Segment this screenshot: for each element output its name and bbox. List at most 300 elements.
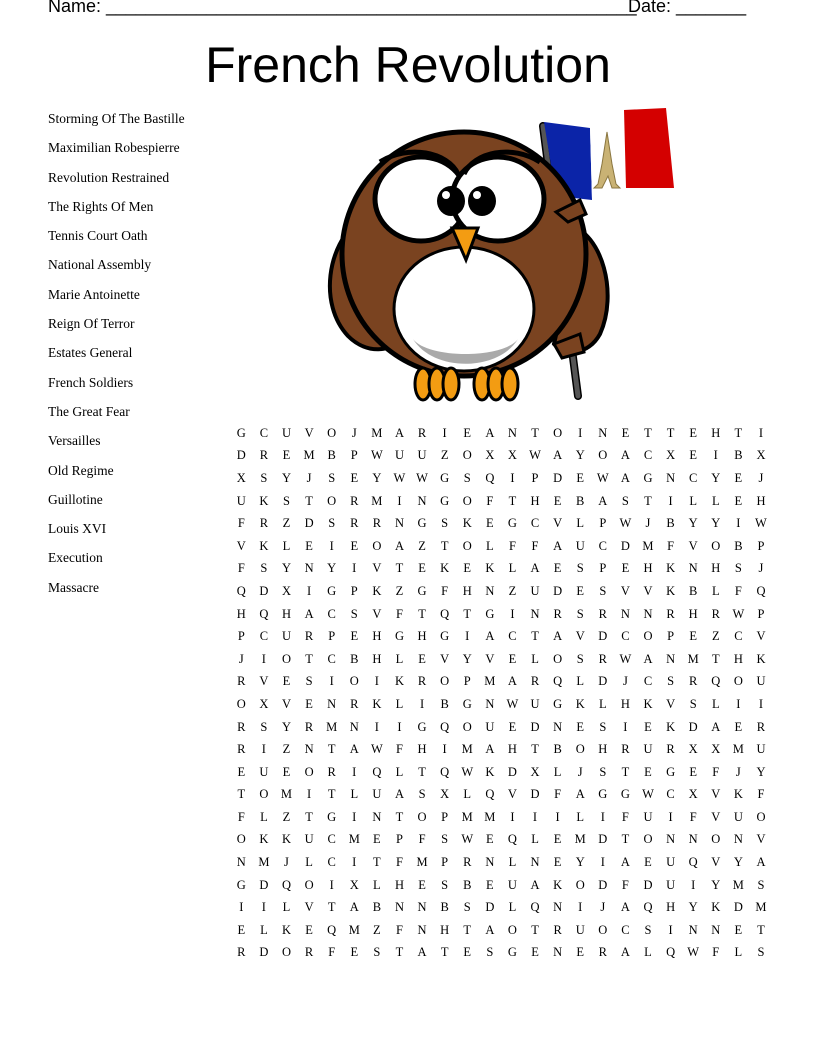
grid-letter[interactable]: M bbox=[732, 877, 744, 892]
grid-letter[interactable]: E bbox=[531, 945, 539, 960]
grid-letter[interactable]: X bbox=[507, 448, 517, 463]
grid-letter[interactable]: C bbox=[689, 470, 698, 485]
grid-letter[interactable]: M bbox=[642, 538, 654, 553]
grid-letter[interactable]: N bbox=[304, 742, 314, 757]
grid-letter[interactable]: Q bbox=[281, 877, 291, 892]
grid-letter[interactable]: E bbox=[418, 561, 426, 576]
grid-letter[interactable]: G bbox=[485, 606, 495, 621]
grid-letter[interactable]: K bbox=[259, 832, 269, 847]
grid-letter[interactable]: O bbox=[236, 832, 246, 847]
grid-letter[interactable]: A bbox=[553, 448, 563, 463]
grid-letter[interactable]: D bbox=[598, 674, 608, 689]
grid-letter[interactable]: C bbox=[734, 629, 743, 644]
grid-letter[interactable]: Y bbox=[281, 470, 291, 485]
grid-letter[interactable]: C bbox=[259, 425, 269, 440]
grid-letter[interactable]: I bbox=[306, 787, 312, 802]
grid-letter[interactable]: L bbox=[576, 674, 585, 689]
grid-letter[interactable]: E bbox=[418, 651, 426, 666]
grid-letter[interactable]: N bbox=[598, 425, 608, 440]
grid-letter[interactable]: F bbox=[689, 809, 697, 824]
grid-letter[interactable]: L bbox=[395, 651, 404, 666]
grid-letter[interactable]: L bbox=[350, 787, 359, 802]
grid-letter[interactable]: S bbox=[463, 900, 471, 915]
grid-letter[interactable]: D bbox=[598, 832, 608, 847]
grid-letter[interactable]: P bbox=[463, 674, 471, 689]
grid-letter[interactable]: S bbox=[373, 945, 381, 960]
grid-letter[interactable]: P bbox=[350, 448, 358, 463]
grid-letter[interactable]: R bbox=[756, 719, 766, 734]
grid-letter[interactable]: X bbox=[530, 764, 540, 779]
grid-letter[interactable]: A bbox=[417, 945, 427, 960]
grid-letter[interactable]: T bbox=[734, 425, 743, 440]
grid-letter[interactable]: M bbox=[280, 787, 293, 802]
grid-letter[interactable]: A bbox=[394, 538, 404, 553]
grid-letter[interactable]: W bbox=[370, 448, 383, 463]
grid-letter[interactable]: O bbox=[462, 719, 472, 734]
grid-letter[interactable]: S bbox=[305, 674, 313, 689]
grid-letter[interactable]: F bbox=[395, 606, 403, 621]
grid-letter[interactable]: A bbox=[620, 448, 630, 463]
grid-letter[interactable]: I bbox=[261, 651, 266, 666]
grid-letter[interactable]: N bbox=[236, 855, 246, 870]
grid-letter[interactable]: V bbox=[372, 561, 382, 576]
grid-letter[interactable]: K bbox=[462, 516, 472, 531]
grid-letter[interactable]: F bbox=[531, 538, 539, 553]
grid-letter[interactable]: M bbox=[461, 809, 473, 824]
grid-letter[interactable]: J bbox=[284, 855, 289, 870]
grid-letter[interactable]: R bbox=[350, 516, 359, 531]
grid-letter[interactable]: N bbox=[620, 606, 630, 621]
grid-letter[interactable]: A bbox=[643, 651, 653, 666]
grid-letter[interactable]: A bbox=[575, 787, 585, 802]
grid-letter[interactable]: R bbox=[259, 516, 269, 531]
grid-letter[interactable]: V bbox=[485, 651, 495, 666]
grid-letter[interactable]: Z bbox=[711, 629, 720, 644]
grid-letter[interactable]: A bbox=[485, 742, 495, 757]
grid-letter[interactable]: U bbox=[643, 809, 653, 824]
grid-letter[interactable]: E bbox=[508, 719, 517, 734]
grid-letter[interactable]: R bbox=[598, 651, 607, 666]
grid-letter[interactable]: M bbox=[371, 493, 383, 508]
grid-letter[interactable]: D bbox=[259, 877, 269, 892]
grid-letter[interactable]: H bbox=[417, 629, 427, 644]
grid-letter[interactable]: B bbox=[463, 877, 472, 892]
grid-letter[interactable]: T bbox=[463, 606, 472, 621]
grid-letter[interactable]: L bbox=[689, 493, 697, 508]
grid-letter[interactable]: T bbox=[305, 809, 313, 824]
grid-letter[interactable]: O bbox=[643, 832, 653, 847]
grid-letter[interactable]: D bbox=[507, 764, 517, 779]
grid-letter[interactable]: N bbox=[304, 561, 314, 576]
grid-letter[interactable]: E bbox=[350, 945, 359, 960]
grid-letter[interactable]: E bbox=[553, 493, 562, 508]
grid-letter[interactable]: N bbox=[394, 900, 404, 915]
grid-letter[interactable]: W bbox=[416, 470, 428, 485]
grid-letter[interactable]: R bbox=[350, 493, 359, 508]
grid-letter[interactable]: Q bbox=[666, 945, 676, 960]
grid-letter[interactable]: F bbox=[237, 809, 245, 824]
grid-letter[interactable]: D bbox=[553, 583, 563, 598]
grid-letter[interactable]: I bbox=[261, 900, 266, 915]
grid-letter[interactable]: Q bbox=[530, 900, 540, 915]
grid-letter[interactable]: I bbox=[419, 696, 425, 711]
grid-letter[interactable]: O bbox=[281, 945, 291, 960]
grid-letter[interactable]: I bbox=[758, 425, 764, 440]
grid-letter[interactable]: I bbox=[352, 764, 357, 779]
grid-letter[interactable]: V bbox=[553, 516, 563, 531]
grid-letter[interactable]: A bbox=[620, 855, 630, 870]
grid-letter[interactable]: F bbox=[395, 742, 403, 757]
grid-letter[interactable]: I bbox=[329, 538, 334, 553]
grid-letter[interactable]: K bbox=[394, 674, 404, 689]
grid-letter[interactable]: J bbox=[758, 561, 764, 576]
grid-letter[interactable]: Q bbox=[236, 583, 246, 598]
grid-letter[interactable]: S bbox=[599, 719, 607, 734]
grid-letter[interactable]: M bbox=[416, 855, 428, 870]
grid-letter[interactable]: O bbox=[462, 538, 472, 553]
grid-letter[interactable]: L bbox=[734, 945, 743, 960]
grid-letter[interactable]: B bbox=[440, 696, 449, 711]
grid-letter[interactable]: M bbox=[732, 742, 744, 757]
grid-letter[interactable]: F bbox=[486, 493, 494, 508]
grid-letter[interactable]: L bbox=[508, 561, 517, 576]
grid-letter[interactable]: V bbox=[711, 855, 721, 870]
grid-letter[interactable]: O bbox=[598, 448, 608, 463]
grid-letter[interactable]: H bbox=[372, 651, 382, 666]
grid-letter[interactable]: A bbox=[711, 719, 721, 734]
grid-letter[interactable]: T bbox=[711, 651, 720, 666]
grid-letter[interactable]: N bbox=[417, 900, 427, 915]
grid-letter[interactable]: E bbox=[689, 448, 697, 463]
grid-letter[interactable]: N bbox=[485, 583, 495, 598]
grid-letter[interactable]: T bbox=[418, 606, 426, 621]
grid-letter[interactable]: T bbox=[531, 922, 539, 937]
grid-letter[interactable]: A bbox=[304, 606, 314, 621]
grid-letter[interactable]: U bbox=[304, 832, 314, 847]
grid-letter[interactable]: I bbox=[352, 855, 357, 870]
grid-letter[interactable]: I bbox=[261, 742, 266, 757]
grid-letter[interactable]: J bbox=[758, 470, 764, 485]
grid-letter[interactable]: D bbox=[598, 877, 608, 892]
grid-letter[interactable]: L bbox=[711, 696, 720, 711]
grid-letter[interactable]: S bbox=[599, 583, 607, 598]
grid-letter[interactable]: D bbox=[530, 719, 540, 734]
grid-letter[interactable]: R bbox=[372, 516, 382, 531]
grid-letter[interactable]: X bbox=[666, 448, 676, 463]
grid-letter[interactable]: E bbox=[350, 470, 359, 485]
grid-letter[interactable]: L bbox=[598, 696, 607, 711]
grid-letter[interactable]: R bbox=[417, 425, 427, 440]
grid-letter[interactable]: C bbox=[327, 651, 336, 666]
grid-letter[interactable]: S bbox=[734, 561, 742, 576]
grid-letter[interactable]: E bbox=[463, 945, 472, 960]
grid-letter[interactable]: L bbox=[305, 855, 313, 870]
grid-letter[interactable]: V bbox=[756, 629, 766, 644]
grid-letter[interactable]: N bbox=[688, 922, 698, 937]
grid-letter[interactable]: N bbox=[688, 561, 698, 576]
grid-letter[interactable]: W bbox=[393, 470, 406, 485]
grid-letter[interactable]: R bbox=[711, 606, 720, 621]
grid-letter[interactable]: K bbox=[259, 538, 269, 553]
grid-letter[interactable]: E bbox=[689, 425, 697, 440]
grid-letter[interactable]: F bbox=[712, 945, 720, 960]
grid-letter[interactable]: E bbox=[644, 719, 652, 734]
grid-letter[interactable]: T bbox=[440, 538, 449, 553]
grid-letter[interactable]: N bbox=[417, 922, 427, 937]
grid-letter[interactable]: F bbox=[237, 516, 245, 531]
grid-letter[interactable]: E bbox=[237, 764, 246, 779]
grid-letter[interactable]: W bbox=[619, 651, 632, 666]
grid-letter[interactable]: K bbox=[259, 493, 269, 508]
grid-letter[interactable]: S bbox=[689, 696, 697, 711]
grid-letter[interactable]: C bbox=[508, 629, 517, 644]
grid-letter[interactable]: O bbox=[462, 493, 472, 508]
grid-letter[interactable]: Q bbox=[327, 922, 337, 937]
grid-letter[interactable]: L bbox=[395, 696, 404, 711]
grid-letter[interactable]: E bbox=[553, 561, 562, 576]
grid-letter[interactable]: S bbox=[667, 674, 675, 689]
grid-letter[interactable]: V bbox=[372, 606, 382, 621]
grid-letter[interactable]: O bbox=[327, 493, 337, 508]
grid-letter[interactable]: O bbox=[462, 448, 472, 463]
grid-letter[interactable]: E bbox=[418, 877, 426, 892]
grid-letter[interactable]: O bbox=[643, 629, 653, 644]
grid-letter[interactable]: G bbox=[440, 493, 450, 508]
grid-letter[interactable]: T bbox=[327, 787, 336, 802]
grid-letter[interactable]: E bbox=[644, 855, 652, 870]
grid-letter[interactable]: K bbox=[666, 583, 676, 598]
grid-letter[interactable]: E bbox=[576, 719, 585, 734]
grid-letter[interactable]: I bbox=[600, 809, 605, 824]
grid-letter[interactable]: S bbox=[350, 606, 358, 621]
grid-letter[interactable]: G bbox=[643, 470, 653, 485]
grid-letter[interactable]: T bbox=[531, 742, 539, 757]
grid-letter[interactable]: L bbox=[508, 855, 517, 870]
grid-letter[interactable]: R bbox=[666, 606, 675, 621]
grid-letter[interactable]: H bbox=[688, 606, 698, 621]
grid-letter[interactable]: I bbox=[736, 696, 741, 711]
grid-letter[interactable]: L bbox=[282, 900, 291, 915]
grid-letter[interactable]: U bbox=[372, 787, 382, 802]
grid-letter[interactable]: E bbox=[576, 945, 585, 960]
grid-letter[interactable]: X bbox=[756, 448, 766, 463]
grid-letter[interactable]: T bbox=[531, 629, 539, 644]
grid-letter[interactable]: D bbox=[620, 538, 630, 553]
grid-letter[interactable]: E bbox=[350, 538, 359, 553]
grid-letter[interactable]: M bbox=[574, 832, 586, 847]
grid-letter[interactable]: F bbox=[237, 561, 245, 576]
grid-letter[interactable]: W bbox=[596, 470, 609, 485]
grid-letter[interactable]: G bbox=[553, 696, 563, 711]
grid-letter[interactable]: G bbox=[666, 764, 676, 779]
grid-letter[interactable]: H bbox=[620, 696, 630, 711]
grid-letter[interactable]: K bbox=[485, 764, 495, 779]
grid-letter[interactable]: B bbox=[689, 583, 698, 598]
grid-letter[interactable]: R bbox=[237, 742, 246, 757]
grid-letter[interactable]: P bbox=[441, 809, 449, 824]
grid-letter[interactable]: J bbox=[735, 764, 741, 779]
grid-letter[interactable]: S bbox=[260, 719, 268, 734]
grid-letter[interactable]: T bbox=[621, 764, 630, 779]
grid-letter[interactable]: L bbox=[553, 764, 562, 779]
grid-letter[interactable]: O bbox=[575, 877, 585, 892]
grid-letter[interactable]: N bbox=[733, 832, 743, 847]
grid-letter[interactable]: P bbox=[350, 583, 358, 598]
grid-letter[interactable]: K bbox=[372, 583, 382, 598]
grid-letter[interactable]: R bbox=[350, 696, 359, 711]
grid-letter[interactable]: X bbox=[711, 742, 721, 757]
grid-letter[interactable]: N bbox=[485, 696, 495, 711]
grid-letter[interactable]: S bbox=[328, 516, 336, 531]
grid-letter[interactable]: I bbox=[578, 425, 583, 440]
grid-letter[interactable]: Y bbox=[711, 877, 721, 892]
grid-letter[interactable]: Q bbox=[440, 606, 450, 621]
grid-letter[interactable]: V bbox=[440, 651, 450, 666]
grid-letter[interactable]: A bbox=[349, 900, 359, 915]
grid-letter[interactable]: R bbox=[553, 606, 562, 621]
grid-letter[interactable]: E bbox=[282, 764, 291, 779]
grid-letter[interactable]: K bbox=[553, 877, 563, 892]
grid-letter[interactable]: Y bbox=[711, 516, 721, 531]
grid-letter[interactable]: Y bbox=[733, 855, 743, 870]
grid-letter[interactable]: D bbox=[733, 900, 743, 915]
grid-letter[interactable]: H bbox=[643, 561, 653, 576]
grid-letter[interactable]: B bbox=[576, 493, 585, 508]
grid-letter[interactable]: L bbox=[644, 945, 652, 960]
grid-letter[interactable]: V bbox=[643, 583, 653, 598]
grid-letter[interactable]: F bbox=[554, 787, 562, 802]
grid-letter[interactable]: V bbox=[304, 425, 314, 440]
grid-letter[interactable]: A bbox=[530, 561, 540, 576]
grid-letter[interactable]: J bbox=[238, 651, 244, 666]
grid-letter[interactable]: E bbox=[576, 470, 585, 485]
grid-letter[interactable]: K bbox=[666, 719, 676, 734]
grid-letter[interactable]: G bbox=[327, 583, 337, 598]
grid-letter[interactable]: W bbox=[687, 945, 700, 960]
grid-letter[interactable]: H bbox=[417, 742, 427, 757]
grid-letter[interactable]: I bbox=[352, 809, 357, 824]
grid-letter[interactable]: U bbox=[575, 538, 585, 553]
grid-letter[interactable]: N bbox=[553, 945, 563, 960]
grid-letter[interactable]: O bbox=[236, 696, 246, 711]
grid-letter[interactable]: C bbox=[598, 538, 607, 553]
grid-letter[interactable]: L bbox=[282, 538, 291, 553]
grid-letter[interactable]: R bbox=[237, 945, 246, 960]
grid-letter[interactable]: P bbox=[328, 629, 336, 644]
grid-letter[interactable]: Z bbox=[418, 538, 426, 553]
grid-letter[interactable]: G bbox=[507, 516, 517, 531]
grid-letter[interactable]: A bbox=[553, 629, 563, 644]
grid-letter[interactable]: I bbox=[442, 742, 447, 757]
grid-letter[interactable]: A bbox=[507, 674, 517, 689]
grid-letter[interactable]: P bbox=[757, 538, 765, 553]
grid-letter[interactable]: L bbox=[576, 516, 585, 531]
grid-letter[interactable]: F bbox=[441, 583, 449, 598]
grid-letter[interactable]: K bbox=[440, 561, 450, 576]
grid-letter[interactable]: E bbox=[689, 629, 697, 644]
grid-letter[interactable]: O bbox=[304, 877, 314, 892]
grid-letter[interactable]: T bbox=[327, 900, 336, 915]
grid-letter[interactable]: I bbox=[239, 900, 244, 915]
grid-letter[interactable]: D bbox=[259, 945, 269, 960]
grid-letter[interactable]: A bbox=[394, 787, 404, 802]
grid-letter[interactable]: N bbox=[417, 493, 427, 508]
grid-letter[interactable]: I bbox=[578, 900, 583, 915]
grid-letter[interactable]: Y bbox=[756, 764, 766, 779]
grid-letter[interactable]: J bbox=[645, 516, 651, 531]
grid-letter[interactable]: P bbox=[237, 629, 245, 644]
grid-letter[interactable]: H bbox=[733, 651, 743, 666]
grid-letter[interactable]: O bbox=[553, 651, 563, 666]
grid-letter[interactable]: P bbox=[531, 470, 539, 485]
grid-letter[interactable]: J bbox=[600, 900, 606, 915]
grid-letter[interactable]: X bbox=[259, 696, 269, 711]
grid-letter[interactable]: V bbox=[711, 809, 721, 824]
grid-letter[interactable]: R bbox=[327, 764, 336, 779]
grid-letter[interactable]: E bbox=[305, 922, 313, 937]
grid-letter[interactable]: P bbox=[441, 855, 449, 870]
grid-letter[interactable]: O bbox=[711, 832, 721, 847]
grid-letter[interactable]: Q bbox=[372, 764, 382, 779]
grid-letter[interactable]: R bbox=[304, 629, 314, 644]
grid-letter[interactable]: W bbox=[732, 606, 745, 621]
grid-letter[interactable]: H bbox=[394, 877, 404, 892]
grid-letter[interactable]: Q bbox=[711, 674, 721, 689]
grid-letter[interactable]: M bbox=[687, 651, 699, 666]
grid-letter[interactable]: H bbox=[666, 900, 676, 915]
grid-letter[interactable]: A bbox=[394, 425, 404, 440]
grid-letter[interactable]: I bbox=[329, 674, 334, 689]
grid-letter[interactable]: E bbox=[282, 674, 291, 689]
grid-letter[interactable]: T bbox=[508, 493, 517, 508]
grid-letter[interactable]: Q bbox=[553, 674, 563, 689]
grid-letter[interactable]: Q bbox=[756, 583, 766, 598]
grid-letter[interactable]: O bbox=[417, 809, 427, 824]
grid-letter[interactable]: E bbox=[576, 583, 585, 598]
grid-letter[interactable]: S bbox=[418, 787, 426, 802]
grid-letter[interactable]: S bbox=[441, 516, 449, 531]
grid-letter[interactable]: C bbox=[327, 832, 336, 847]
grid-letter[interactable]: Q bbox=[485, 470, 495, 485]
grid-letter[interactable]: M bbox=[348, 832, 360, 847]
grid-letter[interactable]: C bbox=[643, 674, 653, 689]
grid-letter[interactable]: C bbox=[643, 448, 653, 463]
grid-letter[interactable]: O bbox=[281, 651, 291, 666]
grid-letter[interactable]: F bbox=[395, 922, 403, 937]
grid-letter[interactable]: O bbox=[349, 674, 359, 689]
grid-letter[interactable]: V bbox=[281, 696, 291, 711]
grid-letter[interactable]: D bbox=[643, 877, 653, 892]
grid-letter[interactable]: G bbox=[417, 719, 427, 734]
grid-letter[interactable]: W bbox=[461, 832, 474, 847]
grid-letter[interactable]: S bbox=[328, 470, 336, 485]
grid-letter[interactable]: T bbox=[621, 832, 630, 847]
grid-letter[interactable]: S bbox=[486, 945, 494, 960]
grid-letter[interactable]: W bbox=[619, 516, 632, 531]
grid-letter[interactable]: V bbox=[575, 629, 585, 644]
grid-letter[interactable]: E bbox=[486, 516, 494, 531]
grid-letter[interactable]: E bbox=[508, 651, 517, 666]
grid-letter[interactable]: D bbox=[530, 787, 540, 802]
grid-letter[interactable]: Z bbox=[282, 809, 291, 824]
grid-letter[interactable]: Q bbox=[440, 764, 450, 779]
grid-letter[interactable]: T bbox=[644, 425, 652, 440]
grid-letter[interactable]: C bbox=[666, 787, 675, 802]
grid-letter[interactable]: I bbox=[510, 470, 515, 485]
grid-letter[interactable]: S bbox=[463, 470, 471, 485]
grid-letter[interactable]: Z bbox=[440, 448, 449, 463]
grid-letter[interactable]: Q bbox=[643, 900, 653, 915]
